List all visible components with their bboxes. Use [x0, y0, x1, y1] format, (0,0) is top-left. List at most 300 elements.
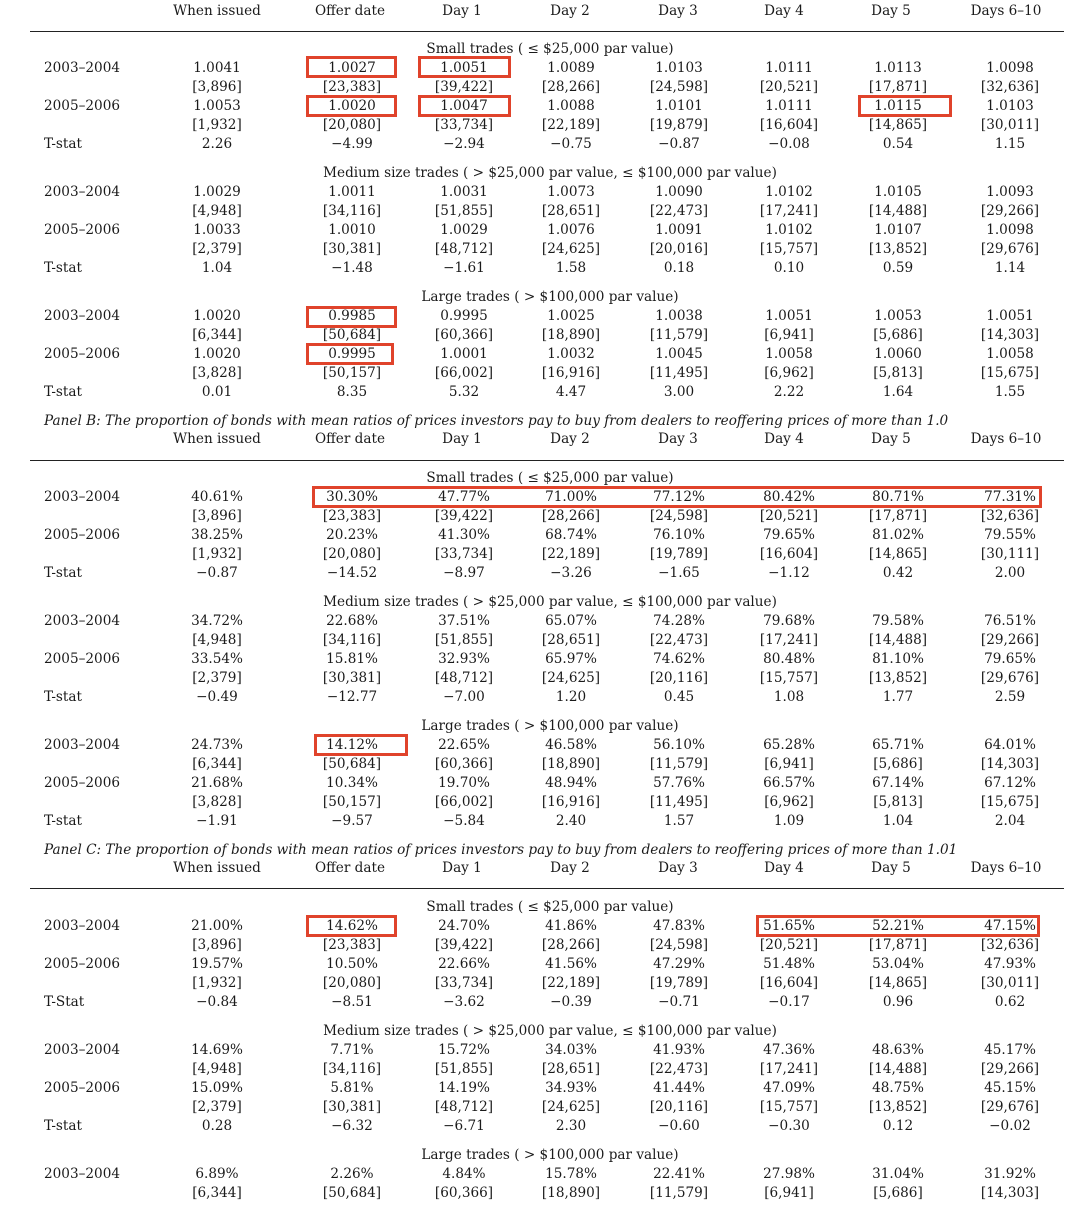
- table-cell: [4,948]: [192, 632, 242, 648]
- group-heading: [0, 40, 1080, 59]
- table-cell: [22,189]: [541, 546, 601, 562]
- table-cell: 67.12%: [984, 775, 1036, 791]
- table-cell: 1.77: [882, 689, 914, 705]
- table-cell: [29,676]: [980, 670, 1040, 686]
- table-cell: 64.01%: [984, 737, 1036, 753]
- table-cell: [28,651]: [541, 632, 601, 648]
- table-cell: [14,865]: [868, 975, 928, 991]
- column-header: Day 4: [764, 860, 804, 876]
- table-cell: [19,789]: [649, 975, 709, 991]
- table-cell: [11,495]: [649, 365, 709, 381]
- table-cell: [5,813]: [873, 794, 923, 810]
- table-cell: [51,855]: [434, 1061, 494, 1077]
- column-header: Day 5: [871, 3, 911, 19]
- table-cell: 15.78%: [545, 1166, 597, 1182]
- table-cell: 10.34%: [326, 775, 378, 791]
- table-cell: [11,579]: [649, 756, 709, 772]
- column-header: Day 5: [871, 431, 911, 447]
- table-cell: 80.71%: [872, 489, 924, 505]
- table-cell: [34,116]: [322, 632, 382, 648]
- table-cell: 8.35: [336, 384, 368, 400]
- table-cell: [11,579]: [649, 327, 709, 343]
- table-cell: [5,686]: [873, 1185, 923, 1201]
- table-cell: [14,303]: [980, 1185, 1040, 1201]
- table-cell: 31.04%: [872, 1166, 924, 1182]
- table-cell: 7.71%: [330, 1042, 374, 1058]
- table-cell: 79.68%: [763, 613, 815, 629]
- table-cell: [14,303]: [980, 327, 1040, 343]
- table-cell: 1.0031: [440, 184, 488, 200]
- group-heading: [0, 593, 1080, 612]
- table-cell: Small trades ( ≤ $25,000 par value): [426, 899, 674, 915]
- table-cell: 41.86%: [545, 918, 597, 934]
- table-cell: [4,948]: [192, 1061, 242, 1077]
- column-header: Day 2: [550, 860, 590, 876]
- table-cell: 32.93%: [438, 651, 490, 667]
- table-cell: [4,948]: [192, 203, 242, 219]
- table-cell: 76.10%: [653, 527, 705, 543]
- table-cell: 1.55: [994, 384, 1026, 400]
- table-cell: 2.26%: [330, 1166, 374, 1182]
- table-cell: [24,598]: [649, 508, 709, 524]
- table-cell: 1.0107: [874, 222, 922, 238]
- table-cell: [22,189]: [541, 975, 601, 991]
- table-cell: 21.00%: [191, 918, 243, 934]
- table-cell: 1.0091: [655, 222, 703, 238]
- table-rule: [30, 31, 1064, 32]
- table-cell: −4.99: [331, 136, 373, 152]
- highlight-box: [306, 915, 397, 937]
- table-cell: 2003–2004: [44, 918, 120, 934]
- table-cell: 45.15%: [984, 1080, 1036, 1096]
- table-cell: 5.81%: [330, 1080, 374, 1096]
- column-header: Offer date: [315, 431, 385, 447]
- table-cell: T-stat: [44, 565, 82, 581]
- table-cell: [5,686]: [873, 327, 923, 343]
- table-cell: T-stat: [44, 136, 82, 152]
- table-cell: [29,266]: [980, 203, 1040, 219]
- table-cell: 74.62%: [653, 651, 705, 667]
- table-cell: 22.65%: [438, 737, 490, 753]
- table-cell: 2005–2006: [44, 346, 120, 362]
- table-cell: −8.51: [331, 994, 373, 1010]
- table-cell: 0.54: [882, 136, 914, 152]
- table-cell: [16,916]: [541, 365, 601, 381]
- table-cell: 0.45: [663, 689, 695, 705]
- table-cell: 79.65%: [984, 651, 1036, 667]
- table-cell: 65.71%: [872, 737, 924, 753]
- table-cell: 15.72%: [438, 1042, 490, 1058]
- table-cell: [6,344]: [192, 327, 242, 343]
- table-row: [0, 545, 1080, 564]
- table-cell: [2,379]: [192, 1099, 242, 1115]
- panel-title: Panel B: The proportion of bonds with mean ratios of prices investors pay to buy from dealers to reoffering prices of more than 1.0: [44, 413, 949, 429]
- table-cell: 1.0051: [986, 308, 1034, 324]
- tstat-row: [0, 812, 1080, 831]
- table-cell: 79.65%: [763, 527, 815, 543]
- table-cell: 1.0020: [328, 98, 376, 114]
- table-cell: [16,604]: [759, 975, 819, 991]
- table-cell: −0.71: [658, 994, 700, 1010]
- table-cell: 10.50%: [326, 956, 378, 972]
- table-cell: 2005–2006: [44, 98, 120, 114]
- table-cell: 14.62%: [326, 918, 378, 934]
- table-cell: 2003–2004: [44, 60, 120, 76]
- table-cell: 1.0051: [765, 308, 813, 324]
- table-cell: [1,932]: [192, 117, 242, 133]
- table-cell: [28,651]: [541, 203, 601, 219]
- table-cell: 41.44%: [653, 1080, 705, 1096]
- table-cell: 19.70%: [438, 775, 490, 791]
- table-cell: −1.91: [196, 813, 238, 829]
- table-cell: 51.48%: [763, 956, 815, 972]
- table-row: [0, 345, 1080, 364]
- table-cell: −1.65: [658, 565, 700, 581]
- table-cell: [2,379]: [192, 670, 242, 686]
- table-cell: [6,344]: [192, 1185, 242, 1201]
- table-cell: [34,116]: [322, 203, 382, 219]
- table-cell: 1.0103: [655, 60, 703, 76]
- column-header: Day 5: [871, 860, 911, 876]
- table-cell: 0.59: [882, 260, 914, 276]
- table-cell: 1.0093: [986, 184, 1034, 200]
- group-heading: [0, 717, 1080, 736]
- table-cell: [60,366]: [434, 327, 494, 343]
- table-cell: 47.36%: [763, 1042, 815, 1058]
- table-row: [0, 631, 1080, 650]
- table-cell: [51,855]: [434, 632, 494, 648]
- table-cell: [17,871]: [868, 79, 928, 95]
- table-cell: 2003–2004: [44, 737, 120, 753]
- table-cell: −9.57: [331, 813, 373, 829]
- table-cell: 2.40: [555, 813, 587, 829]
- table-cell: 79.55%: [984, 527, 1036, 543]
- table-cell: −0.87: [658, 136, 700, 152]
- table-cell: Medium size trades ( > $25,000 par value, ≤ $100,000 par value): [323, 1023, 777, 1039]
- tstat-row: [0, 383, 1080, 402]
- table-cell: [30,111]: [980, 546, 1040, 562]
- table-row: [0, 669, 1080, 688]
- table-cell: [60,366]: [434, 1185, 494, 1201]
- table-cell: 1.64: [882, 384, 914, 400]
- table-cell: 41.93%: [653, 1042, 705, 1058]
- table-cell: 1.0032: [547, 346, 595, 362]
- table-cell: 1.0033: [193, 222, 241, 238]
- table-cell: 76.51%: [984, 613, 1036, 629]
- table-cell: 2005–2006: [44, 651, 120, 667]
- table-cell: 1.0076: [547, 222, 595, 238]
- table-cell: 2003–2004: [44, 184, 120, 200]
- table-cell: 47.77%: [438, 489, 490, 505]
- table-cell: [15,757]: [759, 1099, 819, 1115]
- table-cell: 2005–2006: [44, 1080, 120, 1096]
- table-cell: −0.02: [989, 1118, 1031, 1134]
- table-cell: 1.0098: [986, 222, 1034, 238]
- table-cell: 1.04: [882, 813, 914, 829]
- table-cell: [3,896]: [192, 79, 242, 95]
- table-cell: 2003–2004: [44, 308, 120, 324]
- table-row: [0, 221, 1080, 240]
- table-cell: [48,712]: [434, 241, 494, 257]
- table-cell: [20,116]: [649, 1099, 709, 1115]
- table-cell: 2003–2004: [44, 613, 120, 629]
- table-cell: [32,636]: [980, 937, 1040, 953]
- table-cell: [24,625]: [541, 241, 601, 257]
- table-cell: 66.57%: [763, 775, 815, 791]
- table-cell: [2,379]: [192, 241, 242, 257]
- column-header: Day 3: [658, 431, 698, 447]
- table-cell: 0.9985: [328, 308, 376, 324]
- table-cell: 2.22: [773, 384, 805, 400]
- table-cell: [14,865]: [868, 117, 928, 133]
- table-cell: 1.0029: [193, 184, 241, 200]
- table-cell: 0.96: [882, 994, 914, 1010]
- table-cell: T-stat: [44, 813, 82, 829]
- table-cell: T-stat: [44, 260, 82, 276]
- table-cell: 2003–2004: [44, 1166, 120, 1182]
- table-cell: [33,734]: [434, 117, 494, 133]
- table-cell: 2005–2006: [44, 527, 120, 543]
- table-cell: [17,241]: [759, 203, 819, 219]
- table-cell: 1.0105: [874, 184, 922, 200]
- table-cell: 56.10%: [653, 737, 705, 753]
- table-cell: 52.21%: [872, 918, 924, 934]
- table-row: [0, 736, 1080, 755]
- column-header: Day 3: [658, 860, 698, 876]
- table-cell: 0.28: [201, 1118, 233, 1134]
- table-cell: [17,241]: [759, 1061, 819, 1077]
- table-cell: 41.30%: [438, 527, 490, 543]
- table-row: [0, 183, 1080, 202]
- table-cell: [20,080]: [322, 546, 382, 562]
- table-cell: 46.58%: [545, 737, 597, 753]
- table-cell: [22,473]: [649, 632, 709, 648]
- table-cell: 1.14: [994, 260, 1026, 276]
- table-row: [0, 59, 1080, 78]
- column-header: Day 1: [442, 860, 482, 876]
- table-cell: 47.15%: [984, 918, 1036, 934]
- column-header: Days 6–10: [970, 3, 1042, 19]
- table-cell: [30,381]: [322, 1099, 382, 1115]
- table-cell: 74.28%: [653, 613, 705, 629]
- table-cell: [66,002]: [434, 365, 494, 381]
- table-cell: 65.28%: [763, 737, 815, 753]
- table-cell: [24,625]: [541, 1099, 601, 1115]
- table-cell: [6,962]: [764, 365, 814, 381]
- table-cell: 77.12%: [653, 489, 705, 505]
- table-cell: 1.0115: [874, 98, 922, 114]
- table-cell: 2.04: [994, 813, 1026, 829]
- table-row: [0, 1041, 1080, 1060]
- table-cell: [16,604]: [759, 117, 819, 133]
- table-cell: −1.12: [768, 565, 810, 581]
- table-cell: [23,383]: [322, 508, 382, 524]
- table-cell: [24,625]: [541, 670, 601, 686]
- highlight-box: [306, 343, 394, 365]
- table-row: [0, 116, 1080, 135]
- table-row: [0, 240, 1080, 259]
- table-cell: [34,116]: [322, 1061, 382, 1077]
- table-cell: 4.47: [555, 384, 587, 400]
- table-cell: [14,488]: [868, 1061, 928, 1077]
- table-cell: 27.98%: [763, 1166, 815, 1182]
- table-cell: 34.93%: [545, 1080, 597, 1096]
- table-cell: [22,473]: [649, 1061, 709, 1077]
- table-cell: 1.0058: [765, 346, 813, 362]
- table-row: [0, 1165, 1080, 1184]
- table-cell: [3,896]: [192, 508, 242, 524]
- tstat-row: [0, 564, 1080, 583]
- table-cell: [14,865]: [868, 546, 928, 562]
- column-header: Days 6–10: [970, 860, 1042, 876]
- table-cell: [39,422]: [434, 508, 494, 524]
- table-cell: 1.0029: [440, 222, 488, 238]
- table-cell: −0.08: [768, 136, 810, 152]
- table-row: [0, 755, 1080, 774]
- table-cell: 41.56%: [545, 956, 597, 972]
- table-cell: 19.57%: [191, 956, 243, 972]
- table-cell: 14.19%: [438, 1080, 490, 1096]
- table-cell: [28,266]: [541, 508, 601, 524]
- table-cell: [50,684]: [322, 756, 382, 772]
- table-row: [0, 526, 1080, 545]
- table-cell: 31.92%: [984, 1166, 1036, 1182]
- table-cell: 1.0001: [440, 346, 488, 362]
- column-header-row: [0, 431, 1080, 450]
- table-cell: 2005–2006: [44, 222, 120, 238]
- table-cell: 3.00: [663, 384, 695, 400]
- table-cell: [39,422]: [434, 79, 494, 95]
- table-cell: [3,828]: [192, 794, 242, 810]
- table-cell: 0.42: [882, 565, 914, 581]
- table-row: [0, 364, 1080, 383]
- table-cell: 47.83%: [653, 918, 705, 934]
- table-cell: 1.15: [994, 136, 1026, 152]
- table-cell: [15,675]: [980, 794, 1040, 810]
- table-cell: 0.01: [201, 384, 233, 400]
- table-cell: [28,266]: [541, 937, 601, 953]
- table-cell: [6,941]: [764, 1185, 814, 1201]
- table-cell: 34.03%: [545, 1042, 597, 1058]
- table-cell: 1.0111: [765, 60, 813, 76]
- table-cell: Medium size trades ( > $25,000 par value, ≤ $100,000 par value): [323, 594, 777, 610]
- column-header: When issued: [173, 3, 261, 19]
- table-cell: [24,598]: [649, 937, 709, 953]
- highlight-box: [306, 95, 397, 117]
- table-cell: [6,344]: [192, 756, 242, 772]
- table-cell: 1.0111: [765, 98, 813, 114]
- table-cell: [6,962]: [764, 794, 814, 810]
- table-cell: 22.68%: [326, 613, 378, 629]
- table-cell: 1.0038: [655, 308, 703, 324]
- table-cell: −0.17: [768, 994, 810, 1010]
- table-cell: [13,852]: [868, 1099, 928, 1115]
- table-cell: [22,473]: [649, 203, 709, 219]
- table-cell: −6.32: [331, 1118, 373, 1134]
- table-row: [0, 612, 1080, 631]
- table-cell: [29,266]: [980, 1061, 1040, 1077]
- table-cell: −2.94: [443, 136, 485, 152]
- table-cell: −0.75: [550, 136, 592, 152]
- table-cell: 1.09: [773, 813, 805, 829]
- table-cell: [5,813]: [873, 365, 923, 381]
- table-cell: 81.02%: [872, 527, 924, 543]
- table-cell: 81.10%: [872, 651, 924, 667]
- highlight-box: [306, 306, 397, 328]
- table-cell: −12.77: [326, 689, 378, 705]
- group-heading: [0, 288, 1080, 307]
- table-row: [0, 326, 1080, 345]
- table-cell: 1.0011: [328, 184, 376, 200]
- column-header-row: [0, 3, 1080, 22]
- table-cell: 0.9995: [440, 308, 488, 324]
- highlight-box: [418, 56, 511, 78]
- table-cell: [16,604]: [759, 546, 819, 562]
- table-cell: 1.0088: [547, 98, 595, 114]
- table-cell: Large trades ( > $100,000 par value): [421, 718, 679, 734]
- table-cell: [17,241]: [759, 632, 819, 648]
- table-cell: [18,890]: [541, 1185, 601, 1201]
- table-cell: 2003–2004: [44, 1042, 120, 1058]
- table-cell: 24.70%: [438, 918, 490, 934]
- table-rule: [30, 888, 1064, 889]
- column-header: Offer date: [315, 860, 385, 876]
- table-cell: 37.51%: [438, 613, 490, 629]
- table-cell: 45.17%: [984, 1042, 1036, 1058]
- column-header: Day 2: [550, 3, 590, 19]
- highlight-box: [858, 95, 952, 117]
- table-cell: [18,890]: [541, 327, 601, 343]
- table-cell: [20,016]: [649, 241, 709, 257]
- table-cell: 1.0025: [547, 308, 595, 324]
- table-cell: −0.84: [196, 994, 238, 1010]
- table-cell: −0.30: [768, 1118, 810, 1134]
- column-header: Days 6–10: [970, 431, 1042, 447]
- table-cell: 1.04: [201, 260, 233, 276]
- table-rule: [30, 460, 1064, 461]
- table-cell: [15,757]: [759, 670, 819, 686]
- table-cell: 65.97%: [545, 651, 597, 667]
- table-cell: 48.63%: [872, 1042, 924, 1058]
- table-cell: 47.09%: [763, 1080, 815, 1096]
- column-header: Day 1: [442, 3, 482, 19]
- table-cell: 68.74%: [545, 527, 597, 543]
- highlight-box: [418, 95, 511, 117]
- table-cell: [33,734]: [434, 975, 494, 991]
- table-cell: 1.08: [773, 689, 805, 705]
- group-heading: [0, 164, 1080, 183]
- table-cell: [50,157]: [322, 365, 382, 381]
- table-cell: 1.0098: [986, 60, 1034, 76]
- table-cell: [50,157]: [322, 794, 382, 810]
- panel-title: Panel C: The proportion of bonds with mean ratios of prices investors pay to buy from dealers to reoffering prices of more than 1.01: [44, 842, 958, 858]
- table-cell: 1.57: [663, 813, 695, 829]
- table-cell: [13,852]: [868, 241, 928, 257]
- table-cell: −3.26: [550, 565, 592, 581]
- table-cell: 65.07%: [545, 613, 597, 629]
- table-cell: 79.58%: [872, 613, 924, 629]
- table-cell: 21.68%: [191, 775, 243, 791]
- table-cell: 1.0041: [193, 60, 241, 76]
- table-row: [0, 507, 1080, 526]
- table-cell: 77.31%: [984, 489, 1036, 505]
- table-row: [0, 774, 1080, 793]
- table-cell: −1.48: [331, 260, 373, 276]
- column-header: Day 1: [442, 431, 482, 447]
- table-cell: 1.58: [555, 260, 587, 276]
- table-cell: 2.59: [994, 689, 1026, 705]
- table-row: [0, 1098, 1080, 1117]
